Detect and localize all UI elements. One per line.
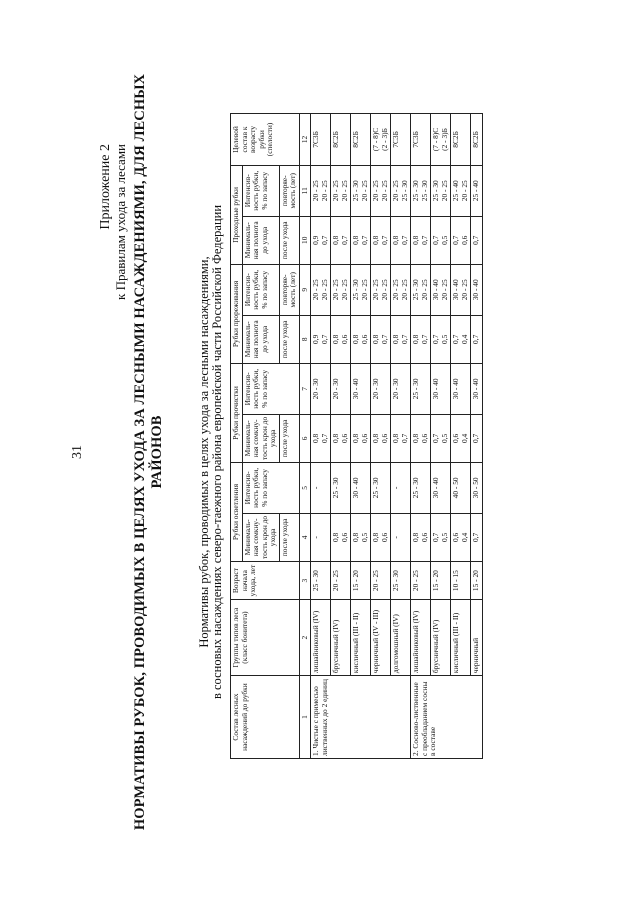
table-cell: 0,8 0,7	[331, 216, 351, 264]
table-cell: 0,8 0,7	[371, 216, 391, 264]
header-intensity-proch: Интенсив-ность рубки, % по запасу	[242, 364, 299, 415]
table-cell: 20 - 25	[371, 562, 391, 600]
appendix-label: Приложение 2	[98, 144, 113, 230]
table-cell: 30 - 40	[471, 364, 483, 415]
col-num: 1	[299, 676, 311, 759]
table-cell: 8С2Б	[471, 114, 483, 166]
composition-cell: 1. Чистые с примесью лиственных до 2 единиц	[311, 676, 411, 759]
table-cell: 25 - 30 20 - 25	[431, 165, 451, 216]
table-cell: 20 - 25 25 - 30	[391, 165, 411, 216]
header-forest-type: Группы типов леса (класс бонитета)	[231, 600, 300, 676]
table-cell: 0,7 0,6	[451, 216, 471, 264]
table-cell: 20 - 30	[371, 364, 391, 415]
table-cell: 0,8 0,7	[411, 315, 431, 363]
table-cell: 0,8 0,6	[331, 414, 351, 462]
table-row	[431, 114, 451, 759]
table-cell: 25 - 40	[471, 165, 483, 216]
table-cell: 20 - 30	[331, 364, 351, 415]
header-min-density-prohod: Минималь-ная полнота до ухода	[242, 216, 279, 264]
table-cell: 20 - 30	[311, 364, 331, 415]
col-num: 6	[299, 414, 311, 462]
main-title: НОРМАТИВЫ РУБОК, ПРОВОДИМЫХ В ЦЕЛЯХ УХОДА ЗА ЛЕСНЫМИ НАСАЖДЕНИЯМИ, ДЛЯ ЛЕСНЫХ РАЙОНОВ	[132, 73, 165, 831]
table-cell: 20 - 30	[391, 364, 411, 415]
table-cell: (7 - 8)С (2 - 3)Б	[431, 114, 451, 166]
table-cell: кисличный (III - II)	[451, 600, 471, 676]
table-cell: 30 - 50	[471, 463, 483, 514]
table-cell: брусничный (IV)	[331, 600, 351, 676]
table-cell: 25 - 30 25 - 30	[411, 165, 431, 216]
table-cell: 20 - 25 20 - 25	[371, 264, 391, 315]
table-cell: 0,9 0,7	[311, 315, 331, 363]
header-intensity-prorezh: Интенсив-ность рубки, % по запасу	[242, 264, 279, 315]
table-cell: 0,7 0,5	[431, 315, 451, 363]
header-after-prohod: после ухода	[279, 216, 299, 264]
table-cell: 7С3Б	[391, 114, 411, 166]
header-after-proch: после ухода	[279, 414, 299, 462]
table-cell: 0,8 0,6	[411, 414, 431, 462]
table-title-line-2: в сосновых насаждениях северо-таежного района европейской части Российской Федерации	[210, 204, 224, 700]
table-cell: 25 - 30	[391, 562, 411, 600]
col-num: 4	[299, 513, 311, 561]
table-cell: 7С3Б	[411, 114, 431, 166]
table-cell: 30 - 40	[471, 264, 483, 315]
table-cell: 0,8 0,5	[351, 513, 371, 561]
header-min-crown-proch: Минималь-ная сомкну-тость крон до ухода	[242, 414, 279, 462]
table-cell: 0,7 0,5	[431, 216, 451, 264]
header-prorezhivanie: Рубки прореживания	[231, 264, 243, 363]
table-cell: 0,8 0,6	[371, 414, 391, 462]
col-num: 10	[299, 216, 311, 264]
table-cell: -	[311, 463, 331, 514]
table-cell: 20 - 25	[411, 562, 431, 600]
table-cell: 25 - 30	[411, 364, 431, 415]
table-cell: черничный	[471, 600, 483, 676]
table-cell: брусничный (IV)	[431, 600, 451, 676]
table-cell: 25 - 40 20 - 25	[451, 165, 471, 216]
table-cell: 0,7	[471, 513, 483, 561]
table-cell: 30 - 40 20 - 25	[451, 264, 471, 315]
table-cell: 15 - 20	[351, 562, 371, 600]
table-cell: 0,8 0,7	[391, 216, 411, 264]
table-row	[331, 114, 351, 759]
table-cell: 30 - 40	[351, 364, 371, 415]
header-target-composition: Целевой состав к возрасту рубки (спелости)	[231, 114, 300, 166]
table-cell: 30 - 40	[451, 364, 471, 415]
table-row	[351, 114, 371, 759]
table-cell: -	[311, 513, 331, 561]
table-cell: 0,8 0,6	[351, 414, 371, 462]
table-cell: 8С2Б	[451, 114, 471, 166]
table-cell: лишайниковый (IV)	[411, 600, 431, 676]
table-cell: 0,7 0,5	[431, 513, 451, 561]
table-cell: 0,8 0,6	[331, 513, 351, 561]
table-cell: 8С2Б	[351, 114, 371, 166]
table-cell: 0,8 0,7	[351, 216, 371, 264]
header-prokhodnye: Проходные рубки	[231, 165, 243, 264]
table-cell: 25 - 30	[311, 562, 331, 600]
table-cell: 20 - 25 20 - 25	[331, 165, 351, 216]
table-row	[371, 114, 391, 759]
table-cell: долгомошный (IV)	[391, 600, 411, 676]
table-cell: 0,8 0,7	[411, 216, 431, 264]
table-cell: 25 - 30	[371, 463, 391, 514]
col-num: 11	[299, 165, 311, 216]
table-cell: 0,8 0,7	[391, 414, 411, 462]
table-cell: 25 - 30	[411, 463, 431, 514]
header-min-density-prorezh: Минималь-ная полнота до ухода	[242, 315, 279, 363]
table-cell: 25 - 30 20 - 25	[351, 264, 371, 315]
table-cell: 0,8 0,6	[371, 513, 391, 561]
col-num: 8	[299, 315, 311, 363]
col-num: 3	[299, 562, 311, 600]
header-intensity-prohod: Интенсив-ность рубки, % по запасу	[242, 165, 279, 216]
table-cell: лишайниковый (IV)	[311, 600, 331, 676]
header-repeat-prorezh: повторяе-мость (лет)	[279, 264, 299, 315]
col-num: 2	[299, 600, 311, 676]
header-after-prorezh: после ухода	[279, 315, 299, 363]
table-cell: 0,8 0,6	[351, 315, 371, 363]
table-cell: 30 - 40	[431, 463, 451, 514]
table-cell: 0,7	[471, 216, 483, 264]
table-cell: 20 - 25	[331, 562, 351, 600]
table-cell: 30 - 40	[351, 463, 371, 514]
table-cell: 0,8 0,7	[371, 315, 391, 363]
composition-cell: 2. Сосново-лиственные с преобладанием сосны в составе	[411, 676, 483, 759]
column-number-row	[299, 114, 311, 759]
table-cell: 30 - 40	[431, 364, 451, 415]
header-min-crown-osv: Минималь-ная сомкну-тость крон до ухода	[242, 513, 279, 561]
table-cell: 20 - 25 20 - 25	[331, 264, 351, 315]
table-cell: 15 - 20	[431, 562, 451, 600]
table-cell: 25 - 30	[331, 463, 351, 514]
table-cell: 20 - 25 20 - 25	[391, 264, 411, 315]
table-row	[391, 114, 411, 759]
table-cell: 20 - 25 20 - 25	[311, 165, 331, 216]
table-cell: 0,8 0,6	[411, 513, 431, 561]
table-row	[411, 114, 431, 759]
header-repeat-prohod: повторяе-мость (лет)	[279, 165, 299, 216]
table-title-line-1: Нормативы рубок, проводимых в целях ухода за лесными насаждениями,	[197, 256, 211, 648]
header-composition: Состав лесных насаждений до рубки	[231, 676, 300, 759]
table-cell: 25 - 30 20 - 25	[411, 264, 431, 315]
table-cell: 25 - 30 20 - 25	[351, 165, 371, 216]
col-num: 12	[299, 114, 311, 166]
table-cell: 0,6 0,4	[451, 414, 471, 462]
table-cell: 0,9 0,7	[311, 216, 331, 264]
table-cell: 40 - 50	[451, 463, 471, 514]
table-cell: 0,7	[471, 315, 483, 363]
appendix-subtitle: к Правилам ухода за лесами	[113, 144, 128, 300]
table-cell: 0,8 0,7	[311, 414, 331, 462]
table-cell: 0,6 0,4	[451, 513, 471, 561]
table-cell: 0,8 0,6	[331, 315, 351, 363]
table-cell: 20 - 25 20 - 25	[371, 165, 391, 216]
header-osvetlenie: Рубки осветления	[231, 463, 243, 562]
table-cell: (7 - 8)С (2 - 3)Б	[371, 114, 391, 166]
table-cell: 30 - 40 20 - 25	[431, 264, 451, 315]
table-cell: 10 - 15	[451, 562, 471, 600]
header-after-osv: после ухода	[279, 513, 299, 561]
table-cell: 0,8 0,7	[391, 315, 411, 363]
table-cell: 8С2Б	[331, 114, 351, 166]
col-num: 7	[299, 364, 311, 415]
table-cell: 7С3Б	[311, 114, 331, 166]
header-intensity-osv: Интенсив-ность рубки, % по запасу	[242, 463, 299, 514]
header-start-age: Возраст начала ухода, лет	[231, 562, 300, 600]
col-num: 5	[299, 463, 311, 514]
table-cell: 0,7 0,5	[431, 414, 451, 462]
header-prochistka: Рубки прочистки	[231, 364, 243, 463]
table-cell: кисличный (III - II)	[351, 600, 371, 676]
table-cell: -	[391, 463, 411, 514]
table-cell: -	[391, 513, 411, 561]
table-cell: 15 - 20	[471, 562, 483, 600]
rotated-page	[40, 52, 600, 852]
table-row	[311, 114, 331, 759]
page-number: 31	[70, 445, 85, 459]
table-cell: 20 - 25 20 - 25	[311, 264, 331, 315]
col-num: 9	[299, 264, 311, 315]
table-row	[471, 114, 483, 759]
table-row	[451, 114, 471, 759]
table-cell: 0,7 0,4	[451, 315, 471, 363]
table-cell: 0,7	[471, 414, 483, 462]
table-cell: черничный (IV - III)	[371, 600, 391, 676]
norms-table	[230, 113, 483, 759]
